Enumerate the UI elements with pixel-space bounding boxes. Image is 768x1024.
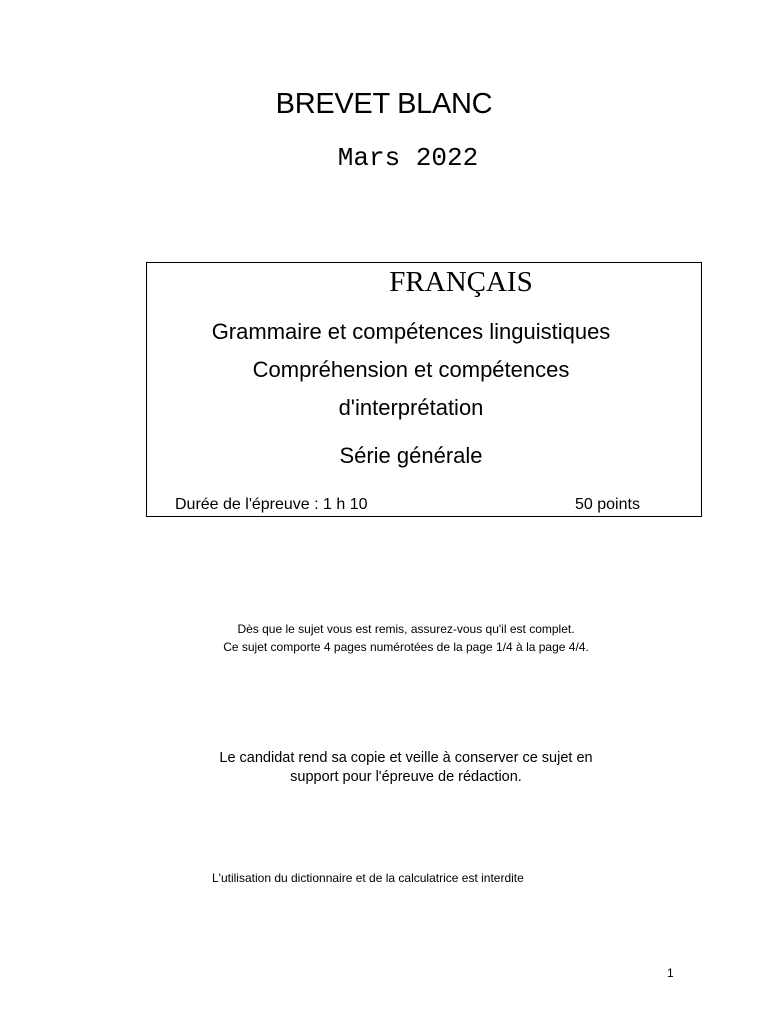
instruction-line: Ce sujet comporte 4 pages numérotées de la page 1/4 à la page 4/4.	[223, 640, 589, 654]
subject-name: FRANÇAIS	[389, 266, 533, 298]
exam-points: 50 points	[575, 496, 640, 513]
exam-duration: Durée de l'épreuve : 1 h 10	[175, 496, 368, 513]
exam-title: BREVET BLANC	[275, 88, 493, 120]
subject-line: d'interprétation	[338, 395, 484, 420]
instruction-line: Dès que le sujet vous est remis, assurez-vous qu'il est complet.	[237, 622, 575, 636]
candidate-notice-line: Le candidat rend sa copie et veille à conserver ce sujet en	[219, 750, 593, 766]
page-number: 1	[667, 966, 674, 980]
exam-series: Série générale	[339, 443, 483, 468]
subject-line: Grammaire et compétences linguistiques	[211, 319, 611, 344]
candidate-notice-line: support pour l'épreuve de rédaction.	[290, 769, 522, 785]
subject-box	[146, 262, 702, 517]
dictionary-calculator-rule: L'utilisation du dictionnaire et de la calculatrice est interdite	[212, 871, 524, 885]
subject-line: Compréhension et compétences	[252, 357, 570, 382]
exam-date: Mars 2022	[337, 143, 479, 173]
